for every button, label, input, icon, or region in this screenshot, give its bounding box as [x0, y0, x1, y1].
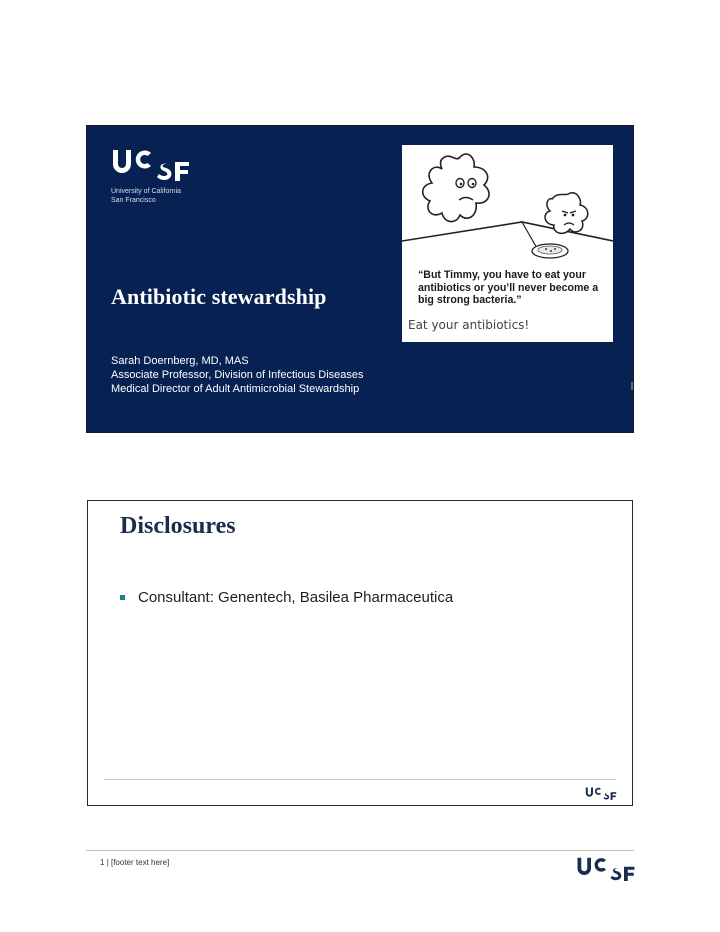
slide-edge-mark	[631, 382, 633, 390]
footer-text: | [footer text here]	[106, 858, 170, 867]
list-item	[120, 588, 453, 608]
logo-subtitle-line2: San Francisco	[111, 197, 156, 204]
cartoon-note: Eat your antibiotics!	[408, 318, 530, 332]
logo-subtitle	[111, 187, 231, 205]
square-bullet-icon	[120, 595, 125, 600]
slide-title: Antibiotic stewardship	[111, 284, 327, 309]
bacteria-cartoon-icon	[402, 145, 613, 342]
cartoon-image	[402, 145, 613, 342]
author-role: Medical Director of Adult Antimicrobial Stewardship	[111, 383, 360, 395]
title-slide	[86, 125, 634, 433]
ucsf-logo-mark-icon	[111, 148, 191, 182]
cartoon-caption: “But Timmy, you have to eat your antibiotics or you’ll never become a big strong bacteria.”	[418, 269, 599, 307]
page-divider	[86, 850, 634, 851]
author-name: Sarah Doernberg, MD, MAS	[111, 355, 249, 367]
disclosures-slide	[87, 500, 633, 806]
author-block	[111, 354, 364, 396]
ucsf-small-logo-icon	[585, 786, 617, 801]
ucsf-footer-logo-icon	[576, 855, 636, 883]
logo-subtitle-line1: University of California	[111, 188, 182, 195]
page-number: 1	[100, 858, 105, 867]
disclosures-list	[120, 588, 453, 608]
disclosure-text: Consultant: Genentech, Basilea Pharmaceutica	[138, 589, 454, 606]
disclosures-title: Disclosures	[120, 513, 236, 539]
page-footer	[100, 858, 169, 867]
author-position: Associate Professor, Division of Infectious Diseases	[111, 369, 364, 381]
slide-divider	[104, 779, 616, 780]
